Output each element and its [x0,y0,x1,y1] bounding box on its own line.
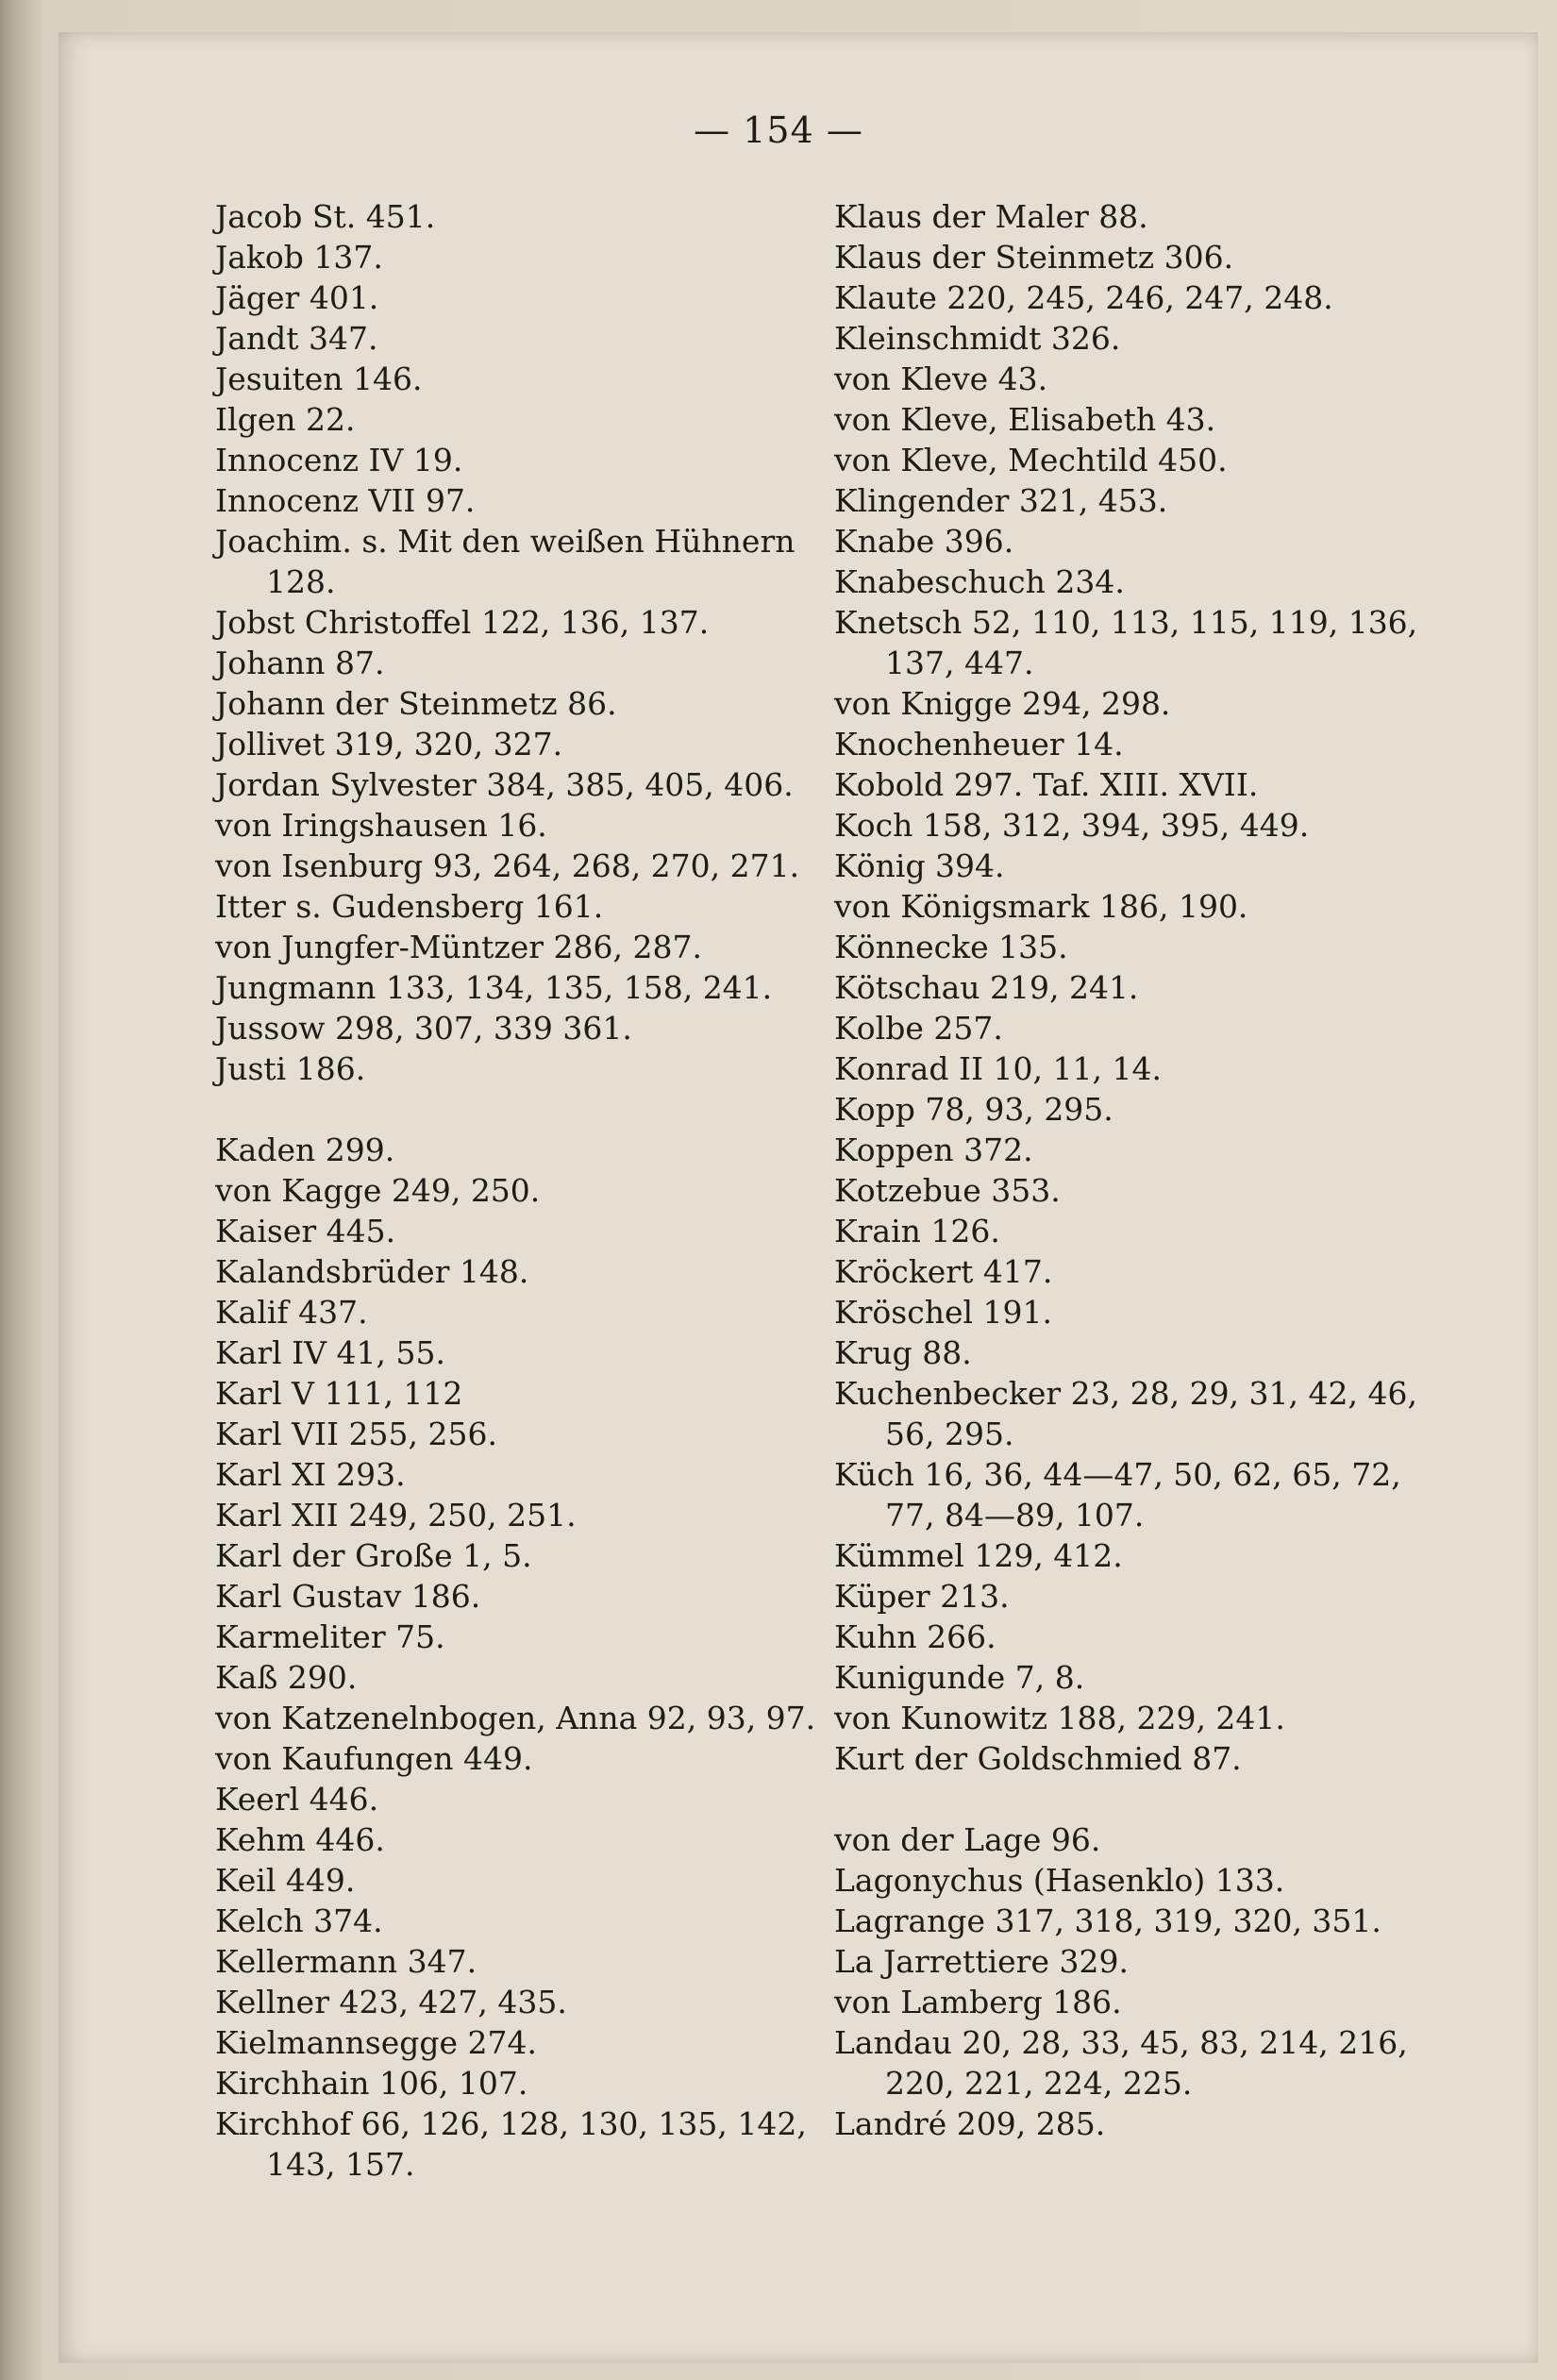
index-entry: von der Lage 96. [834,1821,1101,1858]
index-entry: Jandt 347. [215,320,378,357]
index-column-right [834,196,1438,2144]
index-entry: Ilgen 22. [215,401,356,438]
index-entry: Itter s. Gudensberg 161. [215,888,604,925]
index-entry: Karl VII 255, 256. [215,1416,497,1452]
index-entry: Kalandsbrüder 148. [215,1253,529,1290]
index-entry: von Kleve, Mechtild 450. [834,442,1228,478]
index-entry: von Kaufungen 449. [215,1740,533,1777]
index-entry: von Kleve 43. [834,360,1048,397]
index-entry: Kuchenbecker 23, 28, 29, 31, 42, 46, 56, 295. [834,1375,1417,1452]
index-entry: von Kunowitz 188, 229, 241. [834,1700,1285,1736]
index-entry: Jobst Christoffel 122, 136, 137. [215,604,710,641]
index-entry: Koppen 372. [834,1131,1033,1168]
index-entry: Joachim. s. Mit den weißen Hühnern 128. [215,523,795,600]
index-entry: Jäger 401. [215,279,379,316]
index-entry: Karl IV 41, 55. [215,1334,445,1371]
index-entry: von Königsmark 186, 190. [834,888,1248,925]
index-entry: Knabe 396. [834,523,1014,560]
index-column-left [215,196,838,2185]
index-entry: Johann der Steinmetz 86. [215,685,617,722]
index-entry: Kotzebue 353. [834,1172,1061,1209]
index-entry: Kehm 446. [215,1821,385,1858]
index-entry: Klaus der Steinmetz 306. [834,239,1234,276]
index-entry: Karl der Große 1, 5. [215,1537,532,1574]
index-entry: Kolbe 257. [834,1010,1003,1047]
index-entry: Karl XII 249, 250, 251. [215,1497,577,1534]
index-entry: Kellner 423, 427, 435. [215,1984,567,2020]
index-entry: von Iringshausen 16. [215,807,547,844]
index-entry: Klaute 220, 245, 246, 247, 248. [834,279,1333,316]
index-entry: Innocenz VII 97. [215,482,476,519]
index-entry: Könnecke 135. [834,929,1068,965]
index-entry: Kaiser 445. [215,1213,396,1249]
index-entry: Konrad II 10, 11, 14. [834,1050,1162,1087]
index-entry: Kelch 374. [215,1902,383,1939]
index-entry: Kellermann 347. [215,1943,477,1980]
index-entry: Karl XI 293. [215,1456,406,1493]
index-entry: von Kagge 249, 250. [215,1172,541,1209]
index-entry: Kröckert 417. [834,1253,1053,1290]
index-entry: von Kleve, Elisabeth 43. [834,401,1216,438]
index-entry: Landré 209, 285. [834,2105,1106,2142]
index-entry: Kröschel 191. [834,1294,1053,1331]
index-entry: Jesuiten 146. [215,360,423,397]
section-gap [834,1779,1438,1819]
index-entry: Keerl 446. [215,1781,379,1818]
index-entry: Kurt der Goldschmied 87. [834,1740,1242,1777]
index-entry: Karl V 111, 112 [215,1375,463,1412]
index-entry: Knetsch 52, 110, 113, 115, 119, 136, 137, 447. [834,604,1418,681]
index-entry: Johann 87. [215,645,385,681]
index-entry: Kobold 297. Taf. XIII. XVII. [834,766,1259,803]
index-entry: Jussow 298, 307, 339 361. [215,1010,632,1047]
index-entry: Jordan Sylvester 384, 385, 405, 406. [215,766,794,803]
index-entry: Kielmannsegge 274. [215,2024,537,2061]
index-entry: Kalif 437. [215,1294,368,1331]
index-entry: Krain 126. [834,1213,1000,1249]
index-entry: Lagrange 317, 318, 319, 320, 351. [834,1902,1381,1939]
index-entry: von Jungfer-Müntzer 286, 287. [215,929,702,965]
index-entry: Knochenheuer 14. [834,726,1124,763]
index-entry: Klingender 321, 453. [834,482,1168,519]
index-entry: von Isenburg 93, 264, 268, 270, 271. [215,847,800,884]
index-entry: Knabeschuch 234. [834,563,1125,600]
index-entry: Kümmel 129, 412. [834,1537,1123,1574]
index-entry: von Lamberg 186. [834,1984,1122,2020]
index-entry: La Jarrettiere 329. [834,1943,1129,1980]
index-entry: Kaß 290. [215,1659,358,1696]
index-entry: Kirchhain 106, 107. [215,2065,528,2102]
index-entry: Innocenz IV 19. [215,442,463,478]
index-entry: Jakob 137. [215,239,383,276]
index-entry: Landau 20, 28, 33, 45, 83, 214, 216, 220, 221, 224, 225. [834,2024,1408,2102]
index-entry: Jacob St. 451. [215,198,436,235]
index-entry: Kirchhof 66, 126, 128, 130, 135, 142, 143, 157. [215,2105,807,2183]
index-entry: Lagonychus (Hasenklo) 133. [834,1862,1285,1899]
index-entry: Justi 186. [215,1050,366,1087]
index-entry: Kopp 78, 93, 295. [834,1091,1113,1128]
index-entry: Krug 88. [834,1334,972,1371]
index-entry: Kaden 299. [215,1131,395,1168]
index-entry: von Katzenelnbogen, Anna 92, 93, 97. [215,1700,816,1736]
index-entry: Kuhn 266. [834,1618,996,1655]
index-entry: Karl Gustav 186. [215,1578,481,1615]
section-gap [215,1089,838,1130]
index-entry: Küper 213. [834,1578,1010,1615]
index-entry: Klaus der Maler 88. [834,198,1148,235]
index-entry: Jollivet 319, 320, 327. [215,726,563,763]
index-entry: Koch 158, 312, 394, 395, 449. [834,807,1310,844]
index-entry: Keil 449. [215,1862,356,1899]
index-entry: Küch 16, 36, 44—47, 50, 62, 65, 72, 77, 84—89, 107. [834,1456,1401,1534]
index-entry: Karmeliter 75. [215,1618,445,1655]
page-number: — 154 — [694,109,863,151]
index-entry: Kleinschmidt 326. [834,320,1121,357]
index-entry: von Knigge 294, 298. [834,685,1171,722]
index-entry: Jungmann 133, 134, 135, 158, 241. [215,969,773,1006]
index-entry: Kunigunde 7, 8. [834,1659,1085,1696]
index-entry: Kötschau 219, 241. [834,969,1139,1006]
index-entry: König 394. [834,847,1005,884]
